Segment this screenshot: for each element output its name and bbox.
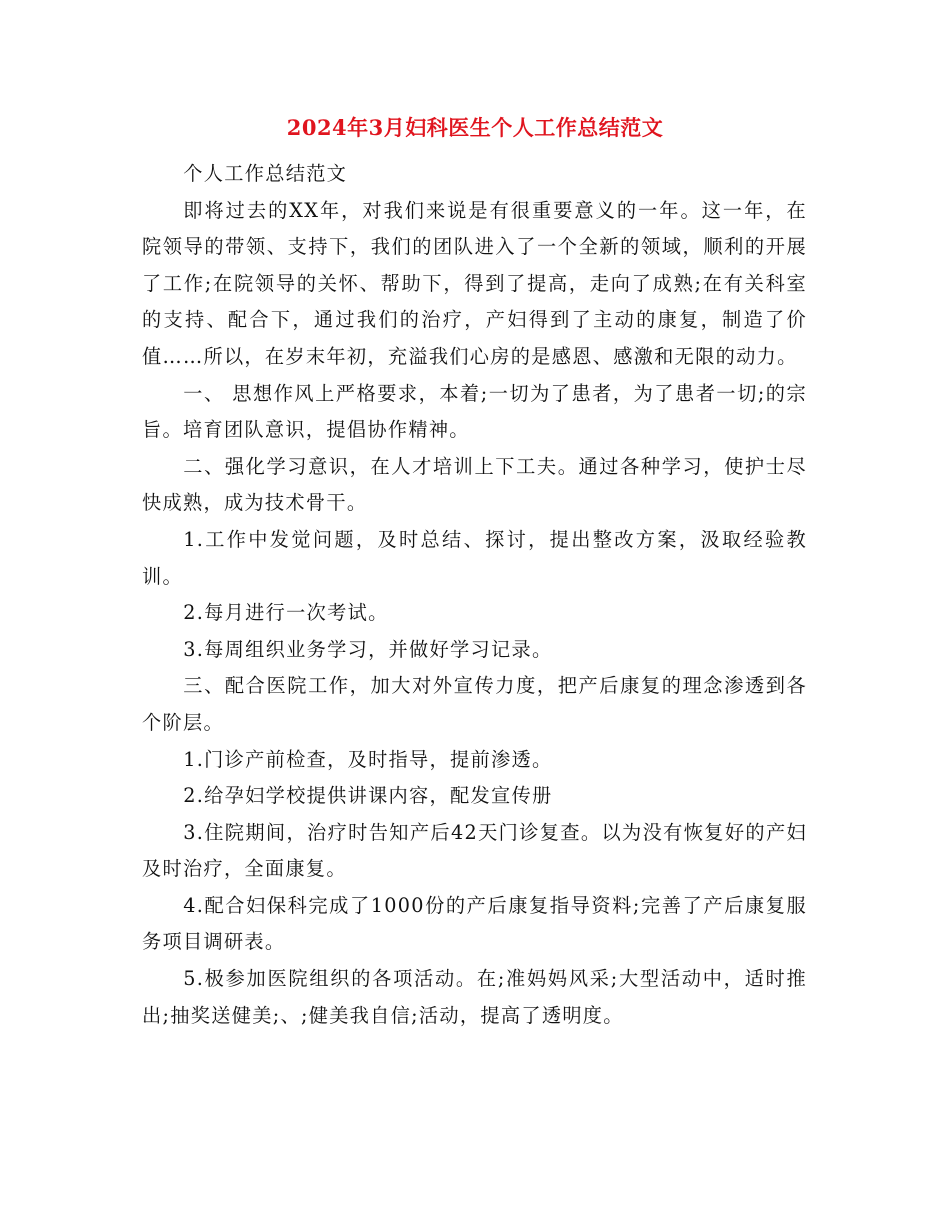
paragraph-item: 5.极参加医院组织的各项活动。在;准妈妈风采;大型活动中，适时推出;抽奖送健美;、;健美我自信;活动，提高了透明度。 <box>142 967 807 1027</box>
paragraph-item: 2.给孕妇学校提供讲课内容，配发宣传册 <box>183 784 553 808</box>
paragraph-item: 1.工作中发觉问题，及时总结、探讨，提出整改方案，汲取经验教训。 <box>142 527 807 588</box>
paragraph-subtitle: 个人工作总结范文 <box>183 162 348 185</box>
paragraph-intro: 即将过去的XX年，对我们来说是有很重要意义的一年。这一年，在院领导的带领、支持下，我们的团队进入了一个全新的领域，顺利的开展了工作;在院领导的关怀、帮助下，得到了提高，走向了成熟;在有关科室的支持、配合下，通过我们的治疗，产妇得到了主动的康复，制造了价值……所以，在岁末年初，充溢我们心房的是感恩、感激和无限的动力。 <box>142 198 807 368</box>
paragraph-item: 3.每周组织业务学习，并做好学习记录。 <box>183 637 553 661</box>
document-title: 2024年3月妇科医生个人工作总结范文 <box>286 115 664 140</box>
paragraph-section-3: 三、配合医院工作，加大对外宣传力度，把产后康复的理念渗透到各个阶层。 <box>142 674 807 734</box>
paragraph-item: 3.住院期间，治疗时告知产后42天门诊复查。以为没有恢复好的产妇及时治疗，全面康复。 <box>142 820 807 881</box>
paragraph-item: 2.每月进行一次考试。 <box>183 601 389 625</box>
paragraph-item: 4.配合妇保科完成了1000份的产后康复指导资料;完善了产后康复服务项目调研表。 <box>142 893 807 954</box>
paragraph-section-2: 二、强化学习意识，在人才培训上下工夫。通过各种学习，使护士尽快成熟，成为技术骨干。 <box>142 454 807 515</box>
paragraph-section-1: 一、 思想作风上严格要求，本着;一切为了患者，为了患者一切;的宗旨。培育团队意识，提倡协作精神。 <box>142 381 807 442</box>
document-body <box>142 156 807 1034</box>
paragraph-item: 1.门诊产前检查，及时指导，提前渗透。 <box>183 747 553 771</box>
